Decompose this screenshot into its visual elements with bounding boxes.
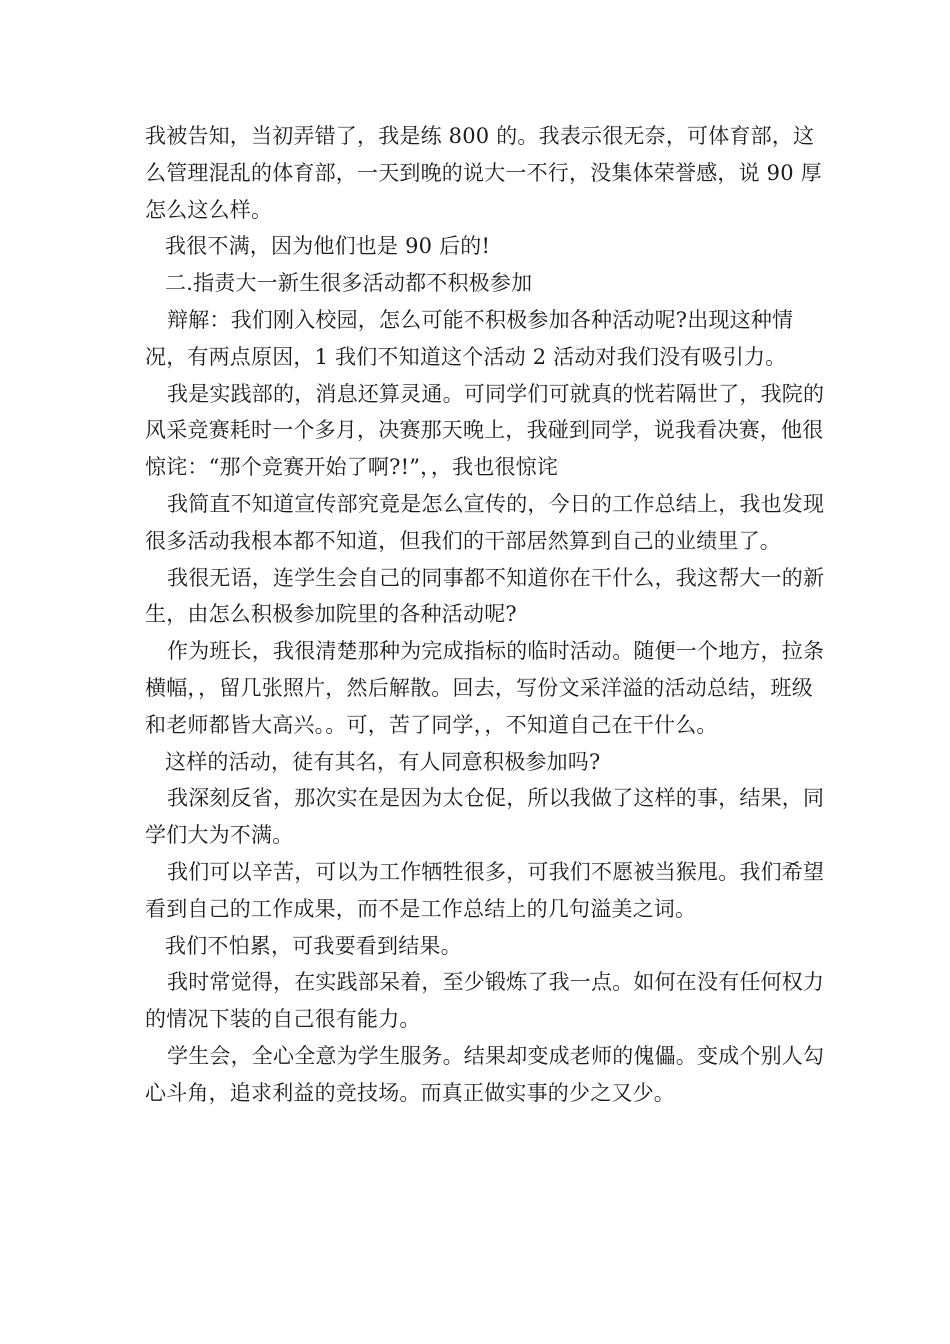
paragraph: 学生会，全心全意为学生服务。结果却变成老师的傀儡。变成个别人勾心斗角，追求利益的竞技场。而真正做实事的少之又少。: [145, 1043, 825, 1105]
paragraph: 我时常觉得，在实践部呆着，至少锻炼了我一点。如何在没有任何权力的情况下装的自己很有能力。: [145, 970, 825, 1032]
paragraph: 我是实践部的，消息还算灵通。可同学们可就真的恍若隔世了，我院的风采竞赛耗时一个多月，决赛那天晚上，我碰到同学，说我看决赛，他很惊诧：“那个竞赛开始了啊?!”，，我也很惊诧: [145, 381, 825, 480]
paragraph: 我们不怕累，可我要看到结果。: [165, 933, 462, 958]
paragraph: 我很无语，连学生会自己的同事都不知道你在干什么，我这帮大一的新生，由怎么积极参加院里的各种活动呢?: [145, 565, 825, 627]
paragraph: 我们可以辛苦，可以为工作牺牲很多，可我们不愿被当猴甩。我们希望看到自己的工作成果，而不是工作总结上的几句溢美之词。: [145, 859, 825, 921]
document-body: [145, 118, 825, 1112]
paragraph: 作为班长，我很清楚那种为完成指标的临时活动。随便一个地方，拉条横幅，，留几张照片，然后解散。回去，写份文采洋溢的活动总结，班级和老师都皆大高兴。。可，苦了同学，，不知道自己在干什么。: [145, 639, 825, 737]
section-heading: 二.指责大一新生很多活动都不积极参加: [165, 271, 533, 296]
paragraph: 我简直不知道宣传部究竟是怎么宣传的，今日的工作总结上，我也发现很多活动我根本都不知道，但我们的干部居然算到自己的业绩里了。: [145, 491, 825, 553]
paragraph: 我被告知，当初弄错了，我是练 800 的。我表示很无奈，可体育部，这么管理混乱的体育部，一天到晚的说大一不行，没集体荣誉感，说 90 厚怎么这么样。: [145, 124, 822, 222]
paragraph: 辩解：我们刚入校园，怎么可能不积极参加各种活动呢?出现这种情况，有两点原因，1 我们不知道这个活动 2 活动对我们没有吸引力。: [145, 307, 794, 369]
paragraph: 我很不满，因为他们也是 90 后的!: [165, 234, 491, 259]
paragraph: 我深刻反省，那次实在是因为太仓促，所以我做了这样的事，结果，同学们大为不满。: [145, 786, 825, 848]
paragraph: 这样的活动，徒有其名，有人同意积极参加吗?: [165, 749, 601, 774]
